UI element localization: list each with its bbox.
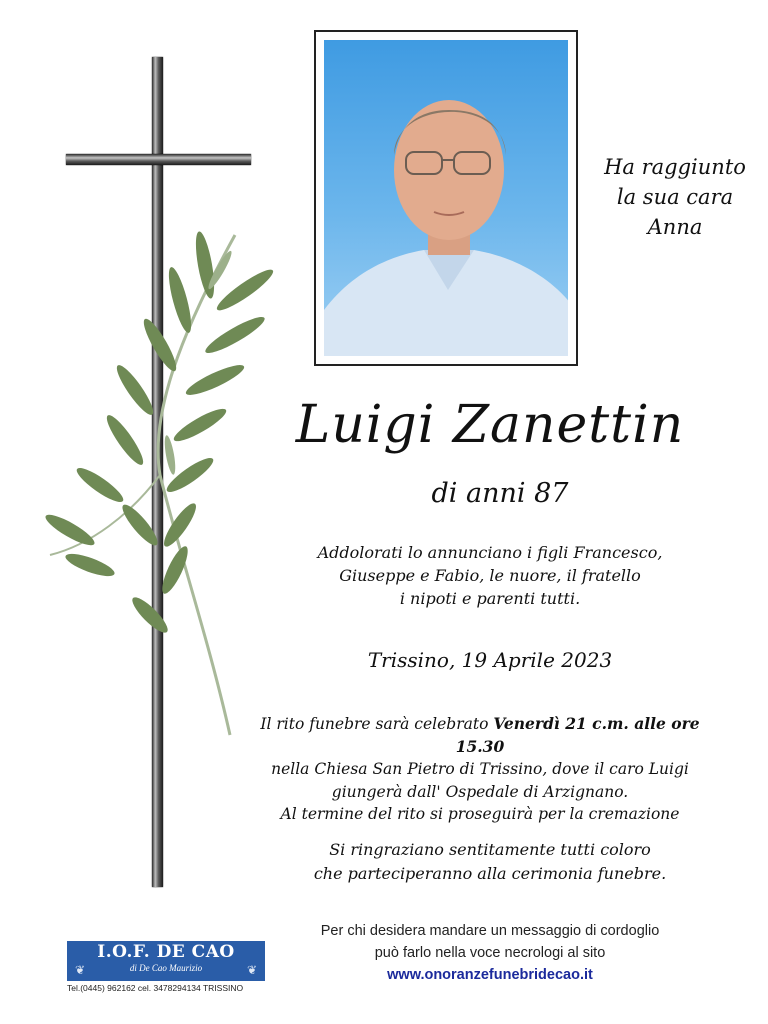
- thanks-text: [270, 838, 710, 886]
- funeral-home-logo: [67, 941, 265, 981]
- funeral-line-1-prefix: Il rito funebre sarà celebrato: [260, 715, 494, 733]
- funeral-line-3: giungerà dall' Ospedale di Arzignano.: [331, 782, 629, 801]
- place-date: Trissino, 19 Aprile 2023: [367, 648, 613, 672]
- portrait-frame: [314, 30, 578, 366]
- funeral-details: [240, 713, 720, 826]
- logo-subtitle: di De Cao Maurizio: [129, 963, 203, 973]
- flourish-right-icon: ❦: [246, 963, 257, 977]
- funeral-line-2: nella Chiesa San Pietro di Trissino, dove il caro Luigi: [271, 760, 689, 778]
- thanks-line-1: Si ringraziano sentitamente tutti coloro: [329, 840, 651, 859]
- contact-line-2: può farlo nella voce necrologi al sito: [374, 945, 606, 961]
- quote-line-2: la sua cara: [616, 185, 734, 209]
- deceased-name: Luigi Zanettin: [295, 395, 685, 455]
- logo-title: I.O.F. DE CAO: [97, 942, 235, 962]
- announcement-line-3: i nipoti e parenti tutti.: [399, 589, 581, 608]
- flourish-left-icon: ❦: [75, 963, 86, 977]
- cross-horizontal-bar: [66, 154, 251, 165]
- announcement-line-2: Giuseppe e Fabio, le nuore, il fratello: [339, 566, 641, 585]
- quote-text: [590, 152, 760, 242]
- funeral-datetime: Venerdì 21 c.m. alle ore 15.30: [455, 714, 700, 756]
- contact-line-1: Per chi desidera mandare un messaggio di cordoglio: [320, 923, 660, 939]
- deceased-age: di anni 87: [431, 478, 569, 509]
- quote-line-1: Ha raggiunto: [604, 155, 746, 179]
- portrait-figure-icon: [324, 40, 568, 356]
- announcement-line-1: Addolorati lo annunciano i figli Francesco,: [317, 543, 663, 562]
- portrait-photo: [324, 40, 568, 356]
- condolence-contact: [270, 920, 710, 986]
- quote-line-3: Anna: [647, 215, 703, 239]
- logo-phone-numbers: Tel.(0445) 962162 cel. 3478294134 TRISSINO: [67, 983, 244, 993]
- announcement-text: [270, 541, 710, 610]
- olive-branch-icon: [30, 225, 290, 745]
- thanks-line-2: che parteciperanno alla cerimonia funebre.: [313, 864, 667, 883]
- funeral-line-1: [240, 713, 720, 758]
- website-link[interactable]: www.onoranzefunebridecao.it: [387, 967, 593, 983]
- funeral-line-4: Al termine del rito si proseguirà per la cremazione: [280, 805, 680, 823]
